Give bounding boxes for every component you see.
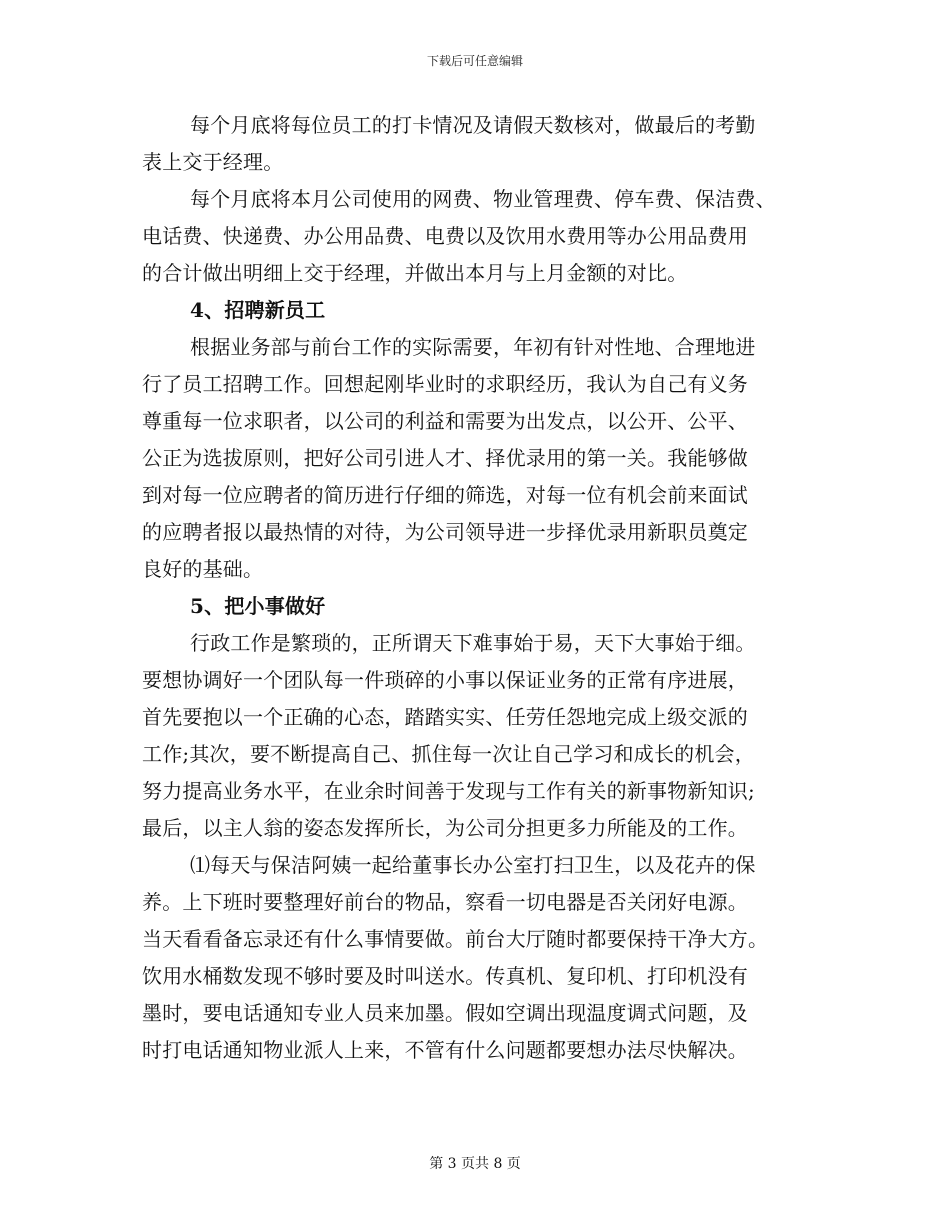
text-line: 首先要抱以一个正确的心态，踏踏实实、任劳任怨地完成上级交派的: [142, 705, 748, 729]
text-line: 根据业务部与前台工作的实际需要，年初有针对性地、合理地进: [190, 335, 756, 359]
section-heading: 5、把小事做好: [190, 594, 326, 618]
page-header: 下载后可任意编辑: [426, 54, 523, 68]
text-line: 良好的基础。: [142, 557, 264, 581]
text-line: 最后，以主人翁的姿态发挥所长，为公司分担更多力所能及的工作。: [142, 816, 748, 840]
text-line: 养。上下班时要整理好前台的物品，察看一切电器是否关闭好电源。: [142, 890, 748, 914]
text-line: 表上交于经理。: [142, 150, 284, 174]
text-line: 要想协调好一个团队每一件琐碎的小事以保证业务的正常有序进展，: [142, 668, 748, 692]
page-footer: 第 3 页共 8 页: [429, 1156, 521, 1172]
text-line: 行政工作是繁琐的，正所谓天下难事始于易，天下大事始于细。: [190, 631, 756, 655]
text-line: 电话费、快递费、办公用品费、电费以及饮用水费用等办公用品费用: [142, 224, 748, 248]
text-line: 每个月底将每位员工的打卡情况及请假天数核对，做最后的考勤: [190, 113, 756, 137]
text-line: 努力提高业务水平，在业余时间善于发现与工作有关的新事物新知识;: [142, 779, 755, 803]
text-line: 的合计做出明细上交于经理，并做出本月与上月金额的对比。: [142, 261, 688, 285]
text-line: 墨时，要电话通知专业人员来加墨。假如空调出现温度调式问题，及: [142, 1001, 748, 1025]
text-line: 尊重每一位求职者，以公司的利益和需要为出发点，以公开、公平、: [142, 409, 748, 433]
text-line: 到对每一位应聘者的简历进行仔细的筛选，对每一位有机会前来面试: [142, 483, 748, 507]
text-line: 时打电话通知物业派人上来，不管有什么问题都要想办法尽快解决。: [142, 1038, 748, 1062]
text-line: 的应聘者报以最热情的对待，为公司领导进一步择优录用新职员奠定: [142, 520, 748, 544]
text-line: ⑴每天与保洁阿姨一起给董事长办公室打扫卫生，以及花卉的保: [190, 853, 756, 877]
text-line: 公正为选拔原则，把好公司引进人才、择优录用的第一关。我能够做: [142, 446, 748, 470]
section-heading: 4、招聘新员工: [190, 298, 326, 322]
document-body: [142, 107, 814, 1069]
text-line: 饮用水桶数发现不够时要及时叫送水。传真机、复印机、打印机没有: [142, 964, 748, 988]
text-line: 每个月底将本月公司使用的网费、物业管理费、停车费、保洁费、: [190, 187, 776, 211]
text-line: 行了员工招聘工作。回想起刚毕业时的求职经历，我认为自己有义务: [142, 372, 748, 396]
text-line: 当天看看备忘录还有什么事情要做。前台大厅随时都要保持干净大方。: [142, 927, 769, 951]
text-line: 工作;其次，要不断提高自己、抓住每一次让自己学习和成长的机会，: [142, 742, 755, 766]
